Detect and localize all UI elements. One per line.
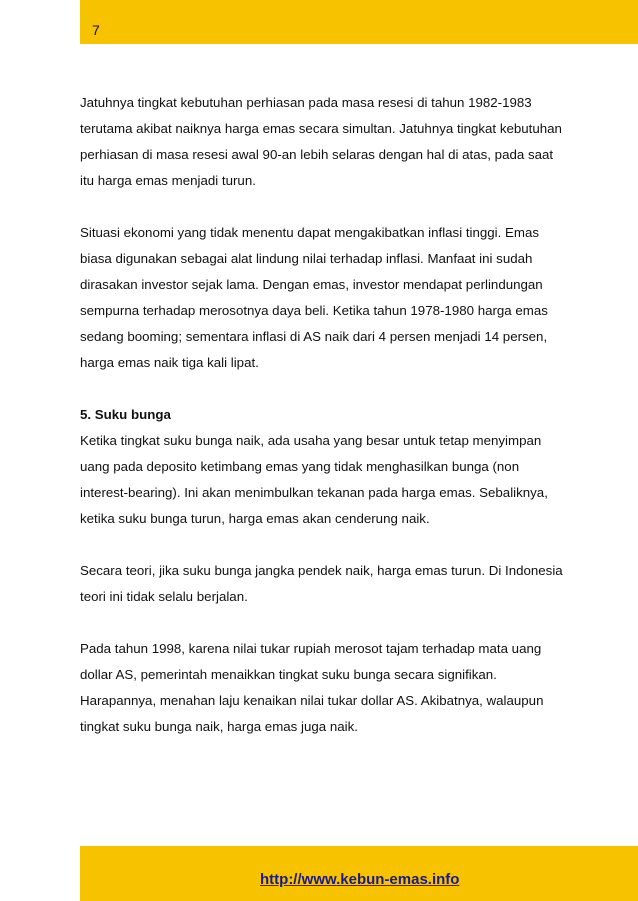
paragraph-jewelry-demand: Jatuhnya tingkat kebutuhan perhiasan pada masa resesi di tahun 1982-1983 terutama akibat naiknya harga emas secara simultan. Jatuhnya tingkat kebutuhan perhiasan di masa resesi awal 90-an lebih selaras dengan hal di atas, pada saat itu harga emas menjadi turun. bbox=[80, 95, 562, 188]
paragraph-interest-rate: Ketika tingkat suku bunga naik, ada usaha yang besar untuk tetap menyimpan uang pada deposito ketimbang emas yang tidak menghasilkan bunga (non interest-bearing). Ini akan menimbulkan tekanan pada harga emas. Sebaliknya, ketika suku bunga turun, harga emas akan cenderung naik. bbox=[80, 433, 548, 526]
paragraph-inflation: Situasi ekonomi yang tidak menentu dapat mengakibatkan inflasi tinggi. Emas biasa digunakan sebagai alat lindung nilai terhadap inflasi. Manfaat ini sudah dirasakan investor sejak lama. Dengan emas, investor mendapat perlindungan sempurna terhadap merosotnya daya beli. Ketika tahun 1978-1980 harga emas sedang booming; sementara inflasi di AS naik dari 4 persen menjadi 14 persen, harga emas naik tiga kali lipat. bbox=[80, 225, 548, 370]
footer-link[interactable]: http://www.kebun-emas.info bbox=[260, 871, 460, 888]
paragraph-theory: Secara teori, jika suku bunga jangka pendek naik, harga emas turun. Di Indonesia teori ini tidak selalu berjalan. bbox=[80, 563, 563, 604]
page-number: 7 bbox=[92, 22, 100, 38]
paragraph-1998: Pada tahun 1998, karena nilai tukar rupiah merosot tajam terhadap mata uang dollar AS, pemerintah menaikkan tingkat suku bunga secara signifikan. Harapannya, menahan laju kenaikan nilai tukar dollar AS. Akibatnya, walaupun tingkat suku bunga naik, harga emas juga naik. bbox=[80, 641, 544, 734]
header-band bbox=[80, 0, 638, 44]
page-body bbox=[80, 90, 570, 766]
section-interest-rate bbox=[80, 402, 570, 532]
section-heading: 5. Suku bunga bbox=[80, 407, 171, 422]
